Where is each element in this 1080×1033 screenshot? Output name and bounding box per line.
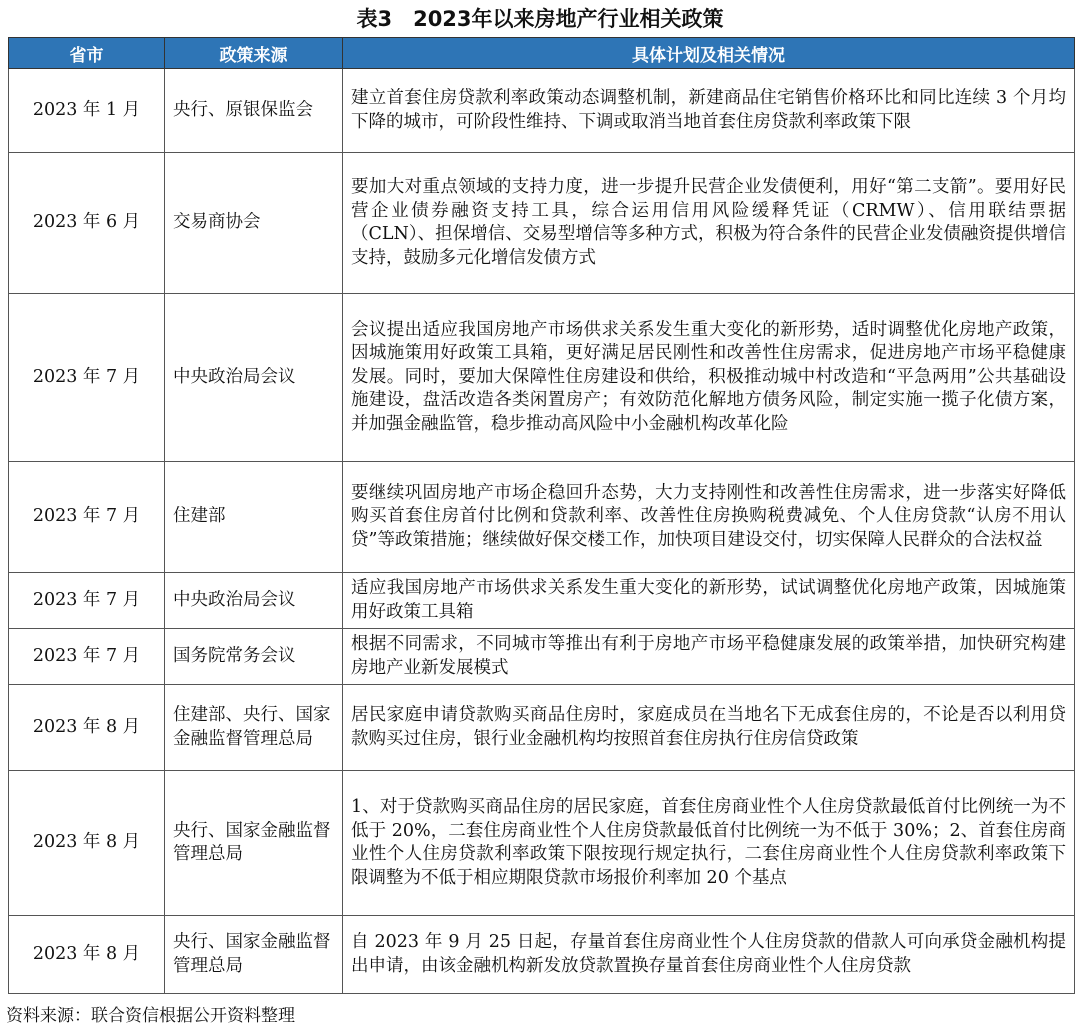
table-row — [9, 69, 1075, 153]
row-date: 2023 年 7 月 — [9, 294, 165, 462]
row-source: 中央政治局会议 — [165, 294, 343, 462]
row-detail: 自 2023 年 9 月 25 日起，存量首套住房商业性个人住房贷款的借款人可向承贷金融机构提出申请，由该金融机构新发放贷款置换存量首套住房商业性个人住房贷款 — [343, 916, 1075, 994]
row-date: 2023 年 6 月 — [9, 153, 165, 294]
table-title: 表3 2023年以来房地产行业相关政策 — [356, 7, 724, 31]
row-source: 央行、国家金融监督管理总局 — [165, 771, 343, 916]
header-region: 省市 — [9, 38, 165, 69]
row-date: 2023 年 7 月 — [9, 573, 165, 629]
row-date: 2023 年 7 月 — [9, 629, 165, 685]
table-row — [9, 462, 1075, 573]
row-date: 2023 年 7 月 — [9, 462, 165, 573]
row-source: 国务院常务会议 — [165, 629, 343, 685]
row-detail: 会议提出适应我国房地产市场供求关系发生重大变化的新形势，适时调整优化房地产政策，因城施策用好政策工具箱，更好满足居民刚性和改善性住房需求，促进房地产市场平稳健康发展。同时，要加大保障性住房建设和供给，积极推动城中村改造和“平急两用”公共基础设施建设，盘活改造各类闲置房产；有效防范化解地方债务风险，制定实施一揽子化债方案，并加强金融监管，稳步推动高风险中小金融机构改革化险 — [343, 294, 1075, 462]
table-row — [9, 916, 1075, 994]
row-date: 2023 年 8 月 — [9, 771, 165, 916]
row-source: 住建部、央行、国家金融监督管理总局 — [165, 685, 343, 771]
row-detail: 根据不同需求，不同城市等推出有利于房地产市场平稳健康发展的政策举措，加快研究构建房地产业新发展模式 — [343, 629, 1075, 685]
row-date: 2023 年 8 月 — [9, 685, 165, 771]
row-detail: 适应我国房地产市场供求关系发生重大变化的新形势，试试调整优化房地产政策，因城施策用好政策工具箱 — [343, 573, 1075, 629]
row-date: 2023 年 8 月 — [9, 916, 165, 994]
row-source: 央行、原银保监会 — [165, 69, 343, 153]
table-row — [9, 629, 1075, 685]
policy-table — [8, 37, 1075, 994]
row-detail: 居民家庭申请贷款购买商品住房时，家庭成员在当地名下无成套住房的，不论是否以利用贷款购买过住房，银行业金融机构均按照首套住房执行住房信贷政策 — [343, 685, 1075, 771]
table-header-row — [9, 38, 1075, 69]
table-row — [9, 153, 1075, 294]
row-detail: 1、对于贷款购买商品住房的居民家庭，首套住房商业性个人住房贷款最低首付比例统一为不低于 20%，二套住房商业性个人住房贷款最低首付比例统一为不低于 30%；2、首套住房商业性个人住房贷款利率政策下限按现行规定执行，二套住房商业性个人住房贷款利率政策下限调整为不低于相应期限贷款市场报价利率加 20 个基点 — [343, 771, 1075, 916]
row-date: 2023 年 1 月 — [9, 69, 165, 153]
row-detail: 建立首套住房贷款利率政策动态调整机制，新建商品住宅销售价格环比和同比连续 3 个月均下降的城市，可阶段性维持、下调或取消当地首套住房贷款利率政策下限 — [343, 69, 1075, 153]
table-row — [9, 573, 1075, 629]
row-detail: 要继续巩固房地产市场企稳回升态势，大力支持刚性和改善性住房需求，进一步落实好降低购买首套住房首付比例和贷款利率、改善性住房换购税费减免、个人住房贷款“认房不用认贷”等政策措施；继续做好保交楼工作，加快项目建设交付，切实保障人民群众的合法权益 — [343, 462, 1075, 573]
row-detail: 要加大对重点领域的支持力度，进一步提升民营企业发债便利，用好“第二支箭”。要用好民营企业债券融资支持工具，综合运用信用风险缓释凭证（CRMW）、信用联结票据（CLN）、担保增信、交易型增信等多种方式，积极为符合条件的民营企业发债融资提供增信支持，鼓励多元化增信发债方式 — [343, 153, 1075, 294]
table-row — [9, 685, 1075, 771]
row-source: 中央政治局会议 — [165, 573, 343, 629]
row-source: 住建部 — [165, 462, 343, 573]
table-row — [9, 771, 1075, 916]
table-row — [9, 294, 1075, 462]
row-source: 交易商协会 — [165, 153, 343, 294]
source-note: 资料来源：联合资信根据公开资料整理 — [6, 1006, 295, 1026]
header-policy-source: 政策来源 — [165, 38, 343, 69]
header-details: 具体计划及相关情况 — [343, 38, 1075, 69]
row-source: 央行、国家金融监督管理总局 — [165, 916, 343, 994]
